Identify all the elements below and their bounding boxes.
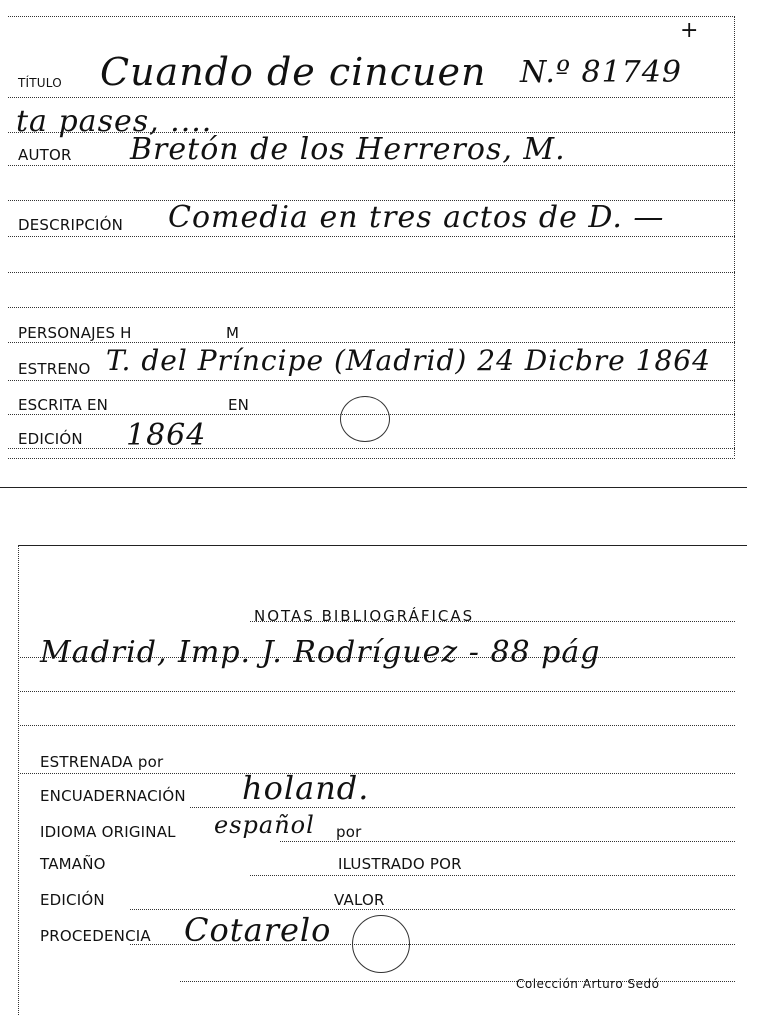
valor-label: VALOR — [334, 891, 385, 909]
autor-value: Bretón de los Herreros, M. — [130, 132, 566, 167]
ilustrado-por-label: ILUSTRADO POR — [338, 855, 462, 873]
catalog-card-top — [0, 0, 759, 495]
ruled-line — [8, 307, 735, 308]
notas-bibliograficas-label: NOTAS BIBLIOGRÁFICAS — [254, 607, 475, 625]
idioma-original-label: IDIOMA ORIGINAL — [40, 823, 176, 841]
ruled-line — [20, 773, 735, 774]
titulo-value-continued: ta pases, .... — [16, 104, 213, 139]
ruled-line — [8, 448, 735, 449]
edicion-label: EDICIÓN — [40, 891, 105, 909]
ruled-line — [8, 458, 735, 459]
ruled-line — [8, 272, 735, 273]
escrita-en-second-label: EN — [228, 396, 250, 414]
catalog-card-bottom — [0, 535, 759, 1028]
estreno-value: T. del Príncipe (Madrid) 24 Dicbre 1864 — [106, 344, 711, 377]
ruled-line — [8, 342, 735, 343]
card-right-edge — [734, 16, 735, 456]
notas-value: Madrid, Imp. J. Rodríguez - 88 pág — [40, 635, 601, 670]
punch-hole — [352, 915, 410, 973]
catalog-number: N.º 81749 — [520, 55, 682, 90]
ruled-line — [280, 841, 735, 842]
descripcion-value: Comedia en tres actos de D. — — [168, 200, 665, 235]
ruled-line — [190, 807, 735, 808]
punch-hole — [340, 396, 390, 442]
titulo-label: TÍTULO — [18, 76, 62, 90]
edicion-label: EDICIÓN — [18, 430, 83, 448]
idioma-por-label: por — [336, 823, 362, 841]
ruled-line — [250, 875, 735, 876]
corner-mark: + — [680, 18, 699, 43]
ruled-line — [130, 909, 735, 910]
procedencia-label: PROCEDENCIA — [40, 927, 151, 945]
ruled-line — [8, 236, 735, 237]
escrita-en-label: ESCRITA EN — [18, 396, 109, 414]
estrenada-label: ESTRENADA por — [40, 753, 164, 771]
card-top-edge — [18, 545, 747, 546]
ruled-line — [8, 97, 735, 98]
edicion-value: 1864 — [126, 418, 207, 453]
titulo-value: Cuando de cincuen — [100, 50, 487, 94]
collection-credit: Colección Arturo Sedó — [516, 977, 660, 991]
card-left-edge — [18, 545, 19, 1015]
card-edge-line — [0, 487, 747, 488]
card-top-border-line — [8, 16, 735, 17]
encuadernacion-label: ENCUADERNACIÓN — [40, 787, 186, 805]
ruled-line — [20, 691, 735, 692]
procedencia-value: Cotarelo — [184, 911, 332, 949]
personajes-m-label: M — [226, 324, 240, 342]
encuadernacion-value: holand. — [242, 769, 370, 807]
tamano-label: TAMAÑO — [40, 855, 106, 873]
ruled-line — [8, 380, 735, 381]
personajes-label: PERSONAJES H — [18, 324, 132, 342]
estreno-label: ESTRENO — [18, 360, 91, 378]
idioma-original-value: español — [214, 811, 315, 839]
autor-label: AUTOR — [18, 146, 72, 164]
descripcion-label: DESCRIPCIÓN — [18, 216, 124, 234]
ruled-line — [20, 725, 735, 726]
